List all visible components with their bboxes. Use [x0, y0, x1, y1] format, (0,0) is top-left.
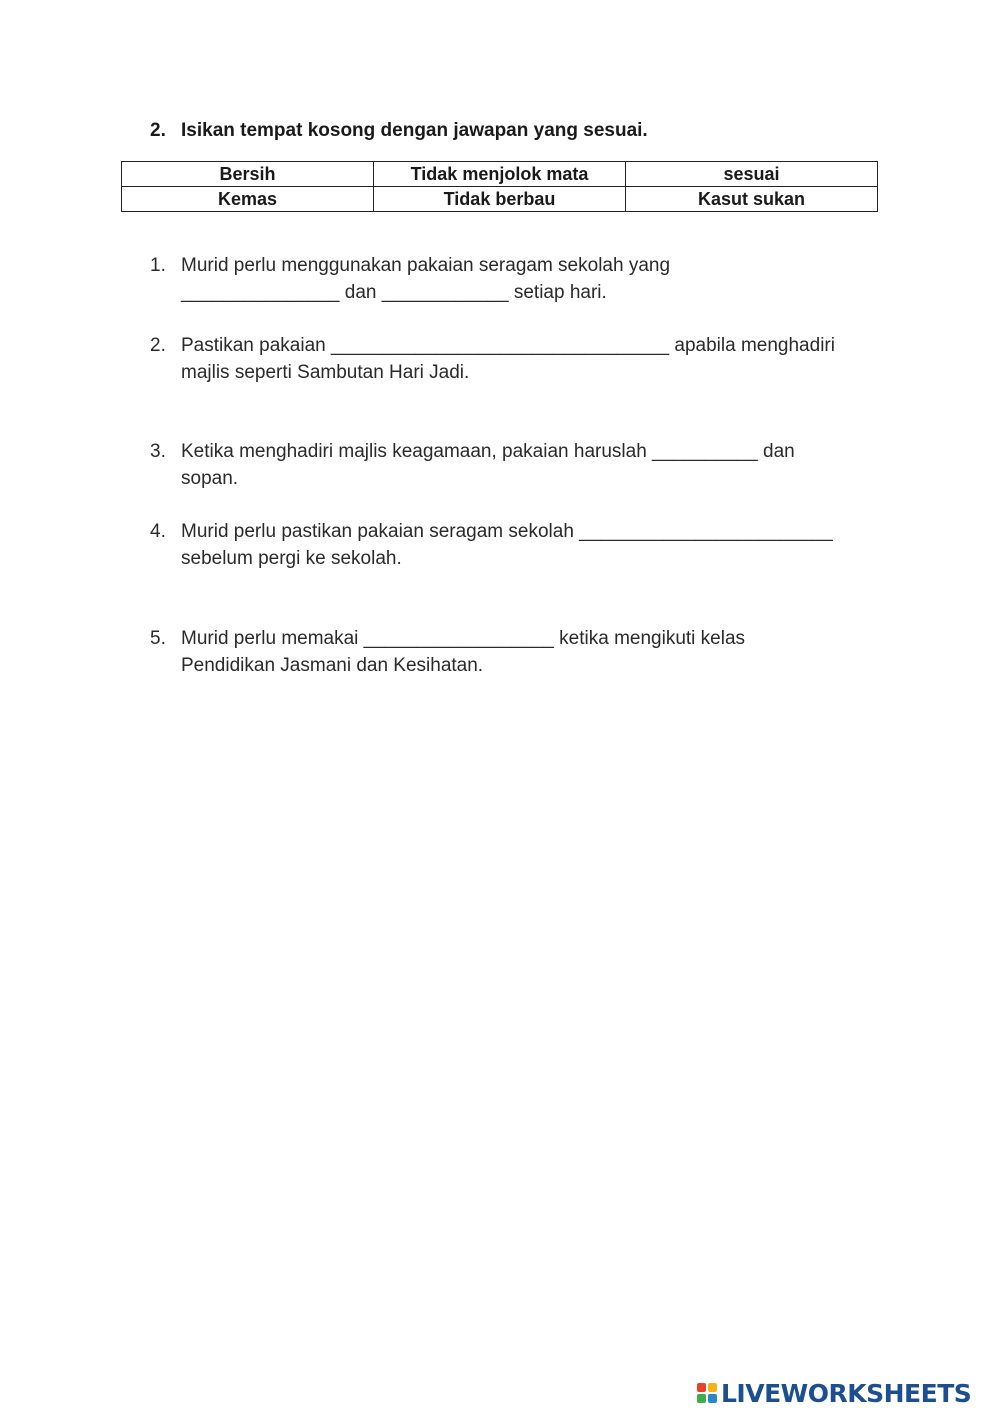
question-number: 4.: [150, 521, 166, 542]
answer-blank-line[interactable]: _______________ dan ____________ setiap hari.: [181, 282, 607, 303]
question-text-line: sopan.: [181, 468, 239, 489]
word-bank-cell: Bersih: [122, 162, 374, 187]
question-number: 3.: [150, 441, 166, 462]
question-text-line: majlis seperti Sambutan Hari Jadi.: [181, 362, 470, 383]
logo-mark-icon: [697, 1383, 717, 1403]
question-2: [150, 332, 890, 386]
logo-square: [708, 1383, 717, 1392]
word-bank-cell: sesuai: [626, 162, 878, 187]
question-number: 1.: [150, 255, 166, 276]
exercise-instruction: Isikan tempat kosong dengan jawapan yang sesuai.: [181, 120, 648, 141]
question-text-line: Pendidikan Jasmani dan Kesihatan.: [181, 655, 484, 676]
word-bank-cell: Kasut sukan: [626, 187, 878, 212]
answer-blank-line[interactable]: Pastikan pakaian ________________________________ apabila menghadiri: [181, 335, 835, 356]
word-bank-row: [122, 162, 878, 187]
word-bank-row: [122, 187, 878, 212]
question-number: 2.: [150, 335, 166, 356]
answer-blank-line[interactable]: Murid perlu pastikan pakaian seragam sekolah ________________________: [181, 521, 833, 542]
question-text-line: sebelum pergi ke sekolah.: [181, 548, 402, 569]
word-bank-cell: Tidak berbau: [374, 187, 626, 212]
exercise-heading: [150, 120, 648, 142]
question-number: 5.: [150, 628, 166, 649]
question-3: [150, 438, 890, 492]
question-4: [150, 518, 890, 572]
question-text-line: Murid perlu menggunakan pakaian seragam sekolah yang: [181, 255, 671, 276]
logo-text: LIVEWORKSHEETS: [721, 1378, 972, 1408]
logo-square: [708, 1394, 717, 1403]
question-1: [150, 252, 890, 306]
word-bank-cell: Tidak menjolok mata: [374, 162, 626, 187]
logo-square: [697, 1394, 706, 1403]
answer-blank-line[interactable]: Ketika menghadiri majlis keagamaan, pakaian haruslah __________ dan: [181, 441, 795, 462]
liveworksheets-logo: [697, 1377, 971, 1409]
question-5: [150, 625, 890, 679]
word-bank-cell: Kemas: [122, 187, 374, 212]
word-bank-table: [121, 161, 878, 212]
logo-square: [697, 1383, 706, 1392]
exercise-number: 2.: [150, 120, 166, 141]
answer-blank-line[interactable]: Murid perlu memakai __________________ ketika mengikuti kelas: [181, 628, 746, 649]
